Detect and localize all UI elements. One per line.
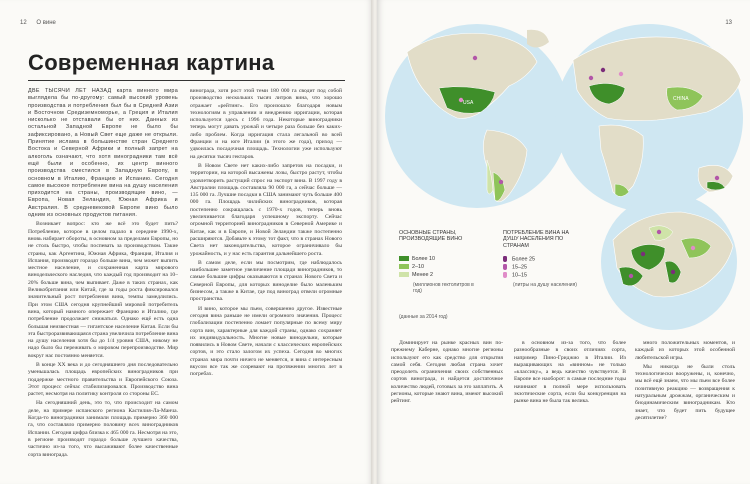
- section-name: О вине: [36, 20, 56, 26]
- title-rule: [28, 80, 345, 81]
- drop-icon: [503, 256, 507, 262]
- paragraph: На сегодняшний день, это то, что происходит на самом деле, на примере испанского региона Кастилия-Ла-Манча. Когда-то виноградники занимали площадь примерно 360 000 га, что составляло примерно половину всех виноградников Испании. Сегодня цифра близка к 465 000 га. Несмотря на это, в регионе производят гораздо больше лучшего качества, частично из-за того, что высаживают более качественные сорта винограда.: [28, 400, 178, 458]
- paragraph: ДВЕ ТЫСЯЧИ ЛЕТ НАЗАД карта винного мира выглядела бы по-другому: самый высокий уровень производства и потребления был бы в Средней Азии и Восточном Средиземноморье, а Греция и Италия нисколько не отставали бы от них. Данных из остальной Западной Европе не было бы зафиксировано, а Новый Свет еще даже не открыли. Принятие ислама в большинстве стран Среднего Востока и Северной Африки и полный запрет на алкоголь означают, что хотя виноградники там всё ещё были и особенно, их центр винного производства сместился в Западную Европу, в основном в Италию, Францию и Испанию. Сегодня самое высокое потребление вина на душу населения приходится на страны, производящие вино, — Европа, Новая Зеландия, Южная Африка и Австралия. В средневековой Европе вино было одним из основных продуктов питания.: [28, 88, 178, 219]
- legend-consumption-item: 15–25: [503, 264, 527, 271]
- drop-icon: [503, 272, 507, 278]
- drop-icon: [503, 264, 507, 270]
- legend-producer-item: Менее 2: [399, 272, 433, 279]
- globe-west: [385, 24, 569, 208]
- legend-consumption-item: Более 25: [503, 256, 535, 263]
- paragraph: В Новом Свете нет каких-либо запретов на посадки, и территории, на которой высажены лозы, быстро растут, чтобы удовлетворить растущий спрос на экспорт вина. В 1997 году в Австралии площадь составляла 90 000 га, а сейчас больше — 135 000 га. Лучшие посадки в США занимают чуть больше 400 000 га. Площадь чилийских виноградников, которая постепенно сокращалась с 1970-х годов, теперь вновь увеличивается благодаря успешному экспорту. Сейчас огромной территорией виноградников в Северной Америке и Китае, как и в Европе, и Новой Зеландии также постепенно расширяются. Добавьте к этому тот факт, что в странах Нового Света нет законодательства, которое ограничивало бы урожайность, и у нас есть гарантия дальнейшего роста.: [190, 162, 342, 257]
- running-header-left: [20, 20, 56, 26]
- paragraph: Мы никогда не были столь технологически вооружены, и, конечно, мы всё ещё знаем, что мы пьем все более позитивную реакцию — возвращения к натуральным дрожжам, органическим и биодинамическим виноградникам. Кто знает, что будет пить будущее десятилетие?: [635, 363, 735, 421]
- page-number-right: 13: [725, 20, 732, 26]
- text-column-1: [28, 88, 178, 476]
- page-number-left: 12: [20, 20, 27, 26]
- paragraph: В самом деле, если мы посмотрим, где наблюдалось наибольшее заметное увеличение площади виноградников, то самые большие цифры оказываются в странах Нового Света и Северной Европы, для которых виноделие было маленьким бизнесом, а также в Китае, где под виноград отвели огромные пространства.: [190, 259, 342, 303]
- swatch: [399, 264, 409, 269]
- right-text-column-1: [391, 340, 503, 478]
- legend-producer-item: Более 10: [399, 256, 435, 263]
- map-label-china: CHINA: [673, 96, 689, 102]
- paragraph: В конце XX века и до сегодняшнего дня последовательно уменьшалась площадь европейских виноградников при поддержке местного правительства и Европейского Союза. Этот процесс сейчас стабилизировался. Производство вина растет, несмотря на политику контроля со стороны ЕС.: [28, 361, 178, 398]
- legend-producer-item: 2–10: [399, 264, 424, 271]
- paragraph: винограда, хотя рост этой теми 180 000 га сводит под собой производство нескольких тысяч литров вина, что хорошо отражает «рейтинг». Его произошло благодаря новым технологиям в управлении и внедрению ирригации, которая используется здесь с 1996 года. Некоторые виноградники теперь могут давать урожай и четыре раза больше без каких-либо проблем. Когда ирригация стала легальной во всей Франции и на юге Италии (в этого же года), приход — удвоилась посадочная площадь. Технологии уже используют на десятки тысяч гектаров.: [190, 88, 342, 160]
- right-text-column-3: [635, 340, 735, 478]
- right-text-column-2: [514, 340, 626, 478]
- swatch: [399, 256, 409, 261]
- europe-inset: [601, 194, 737, 330]
- right-page: [377, 0, 750, 484]
- paragraph: Возникает вопрос: кто же всё это будет пить? Потребление, которое в целом падало в середине 1990-х, вновь набирает обороты, в основном за пределами Европы, но не столь быстро, чтобы поспевать за производством. Такие страны, как Аргентина, Южная Африка, Франция, Италия и Испания, производят гораздо больше вина, чем может выпить местное население, и сохраненная карта мирового винодельческого наследия, что каждый год производит на 10–20% больше вина, чем выпивает. Даже в таких странах, как Великобритания или Китай, где за годы роста фиксировался значительный рост потребления вина, темпы замедлились. При этом США сегодня крупнейший мировой потребитель вина, который намного опережает Францию и Италию, где потребление продолжает снижаться. Однако ещё есть одна большая неизвестная — гигантское население Китая. Если бы эта быстроразвивающаяся страна увеличила потребление вина на душу населения хотя бы до 1/4 уровня США, никому не надо было бы переживать о мировом перепроизводстве. Мир вокруг нас постоянно меняется.: [28, 221, 178, 359]
- legend-producers-unit: (миллионов гектолитров в год): [413, 282, 474, 294]
- legend-consumption-item: 10–15: [503, 272, 527, 279]
- globe-east: [555, 24, 743, 212]
- paragraph: И вино, которое мы пьем, совершенно другое. Известные сегодня вина раньше не имели огромного значения. Процесс глобализации постепенно ломает популярные по всему миру сорта вин, характерные для каждой страны, однако сохраняет их индивидуальность. Многие новые винодельни, которые появились в Новом Свете, начали с классических европейских сортов, и это стало залогом их успеха. Сегодня во многих странах мира почти ничего не меняется, и вина с интересным вкусом все так же созревают на протяжении многих лет в погребах.: [190, 305, 342, 378]
- map-source-note: (данные за 2014 год): [399, 314, 448, 320]
- legend-consumption-title: ПОТРЕБЛЕНИЕ ВИНА НА ДУШУ НАСЕЛЕНИЯ ПО СТРАНАМ: [503, 230, 570, 249]
- map-label-usa: USA: [463, 100, 474, 106]
- legend-consumption-unit: (литры на душу населения): [513, 282, 577, 288]
- swatch: [399, 272, 409, 277]
- text-column-2: [190, 88, 342, 476]
- page-title: Современная картина: [28, 50, 275, 75]
- legend-producers-title: ОСНОВНЫЕ СТРАНЫ, ПРОИЗВОДЯЩИЕ ВИНО: [399, 230, 463, 243]
- paragraph: в основном из-за того, что более разнообразные в своих отличиях сорта, например Пино-Гриджио в Италии. Из выращивающих на «винном» не только «классику», а ведь качество чувствуется. В Европе все наоборот: в самые последние годы начинают в полной мере использовать экзотические сорта, если бы конкуренция на рынке вина не была так велика.: [514, 340, 626, 405]
- paragraph: много положительных моментов, и каждый из которых этой особенной любительской игры.: [635, 340, 735, 361]
- left-page: [0, 0, 373, 484]
- paragraph: Доминирует на рынке красных вин по-прежнему Каберне, однако многие регионы используют его как средство для открытия самой себя. Сегодня любая страна хочет преодолеть ограничения своих собственных сортов винограда, и найдется достаточное количество людей, готовых за это заплатить. А регионы, которые знают вина, имеют высокий рейтинг.: [391, 340, 503, 405]
